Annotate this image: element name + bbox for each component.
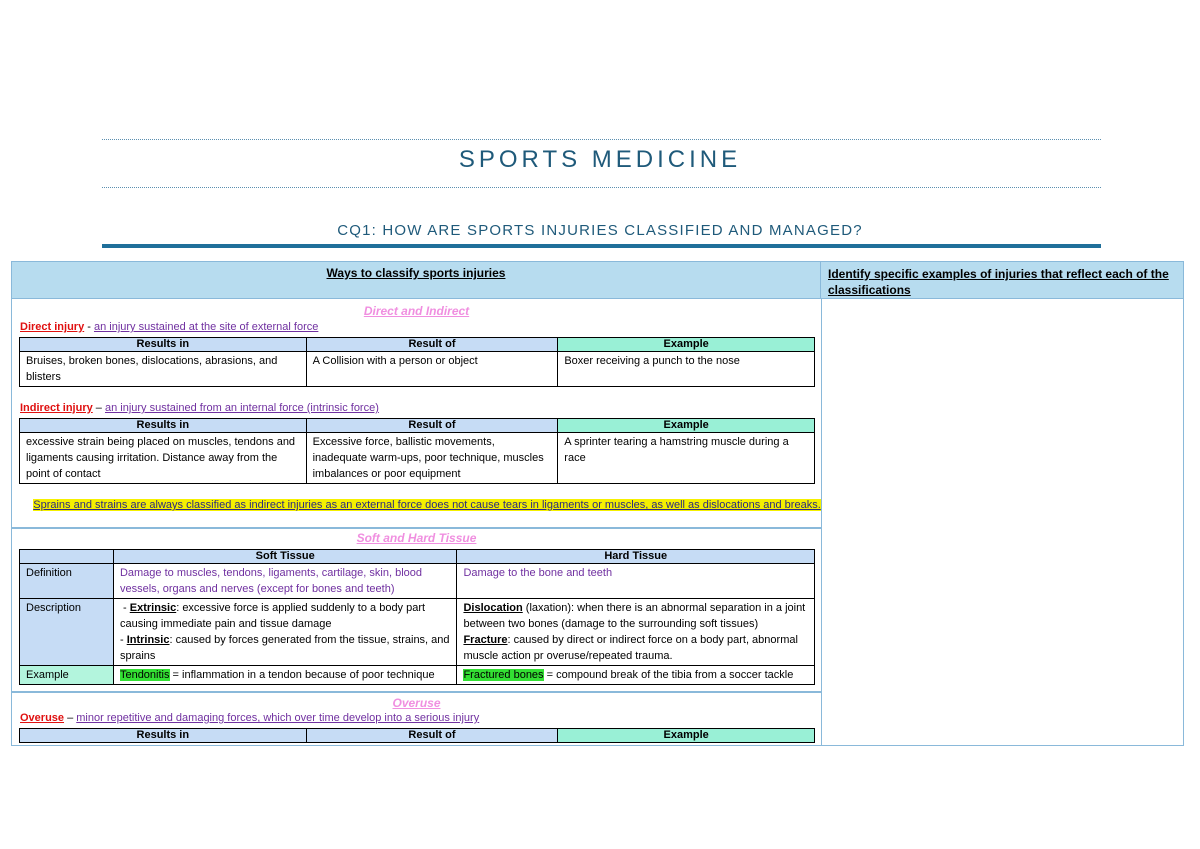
col-soft-tissue: Soft Tissue — [113, 550, 457, 564]
overuse-sep: – — [64, 712, 77, 724]
intrinsic-term: Intrinsic — [126, 634, 170, 646]
page-subtitle: CQ1: HOW ARE SPORTS INJURIES CLASSIFIED AND MANAGED? — [337, 222, 863, 239]
bottom-dotted-rule — [102, 187, 1101, 188]
soft-example — [113, 666, 457, 685]
col-results-in: Results in — [20, 419, 307, 433]
direct-injury-definition — [20, 321, 318, 333]
table-cell: excessive strain being placed on muscles, tendons and ligaments causing irritation. Distance away from the point of contact — [20, 433, 307, 484]
overuse-table — [19, 728, 815, 743]
extrinsic-text: : excessive force is applied suddenly to a body part causing immediate pain and tissue damage — [119, 602, 426, 630]
table-cell: A Collision with a person or object — [306, 352, 558, 387]
indirect-sep: – — [92, 402, 105, 414]
table-cell: Boxer receiving a punch to the nose — [558, 352, 815, 387]
direct-sep: - — [84, 321, 94, 333]
heading-rule — [102, 244, 1101, 248]
section-title-direct-indirect: Direct and Indirect — [363, 304, 470, 318]
intrinsic-text: : caused by forces generated from the tissue, strains, and sprains — [119, 634, 450, 662]
fractured-text: = compound break of the tibia from a soccer tackle — [543, 669, 794, 681]
col-example: Example — [558, 419, 815, 433]
col-example: Example — [558, 338, 815, 352]
col-result-of: Result of — [306, 338, 558, 352]
soft-definition: Damage to muscles, tendons, ligaments, cartilage, skin, blood vessels, organs and nerves (except for bones and teeth) — [113, 564, 457, 599]
col-hard-tissue: Hard Tissue — [457, 550, 815, 564]
fractured-term: Fractured bones — [463, 669, 544, 681]
table-cell: Excessive force, ballistic movements, inadequate warm-ups, poor technique, muscles imbalances or poor equipment — [306, 433, 558, 484]
top-dotted-rule — [102, 139, 1101, 140]
table-cell: A sprinter tearing a hamstring muscle during a race — [558, 433, 815, 484]
table-cell: Bruises, broken bones, dislocations, abrasions, and blisters — [20, 352, 307, 387]
page-title: SPORTS MEDICINE — [458, 146, 742, 173]
soft-description: - Extrinsic: excessive force is applied suddenly to a body part causing immediate pain and tissue damage - Intrinsic: caused by forces generated from the tissue, strains, and sprains — [113, 599, 457, 666]
direct-injury-table — [19, 337, 815, 387]
column-divider — [821, 299, 822, 745]
main-table — [11, 261, 1184, 746]
col-example: Example — [558, 729, 815, 743]
hard-description — [457, 599, 815, 666]
header-left: Ways to classify sports injuries — [12, 262, 821, 299]
indirect-injury-table — [19, 418, 815, 484]
hard-definition: Damage to the bone and teeth — [457, 564, 815, 599]
sprains-note-text: Sprains and strains are always classified as indirect injuries as an external force does not cause tears in ligaments or muscles, as well as dislocations and breaks. — [33, 499, 821, 511]
section-divider — [12, 527, 821, 529]
col-results-in: Results in — [20, 729, 307, 743]
section-title-overuse: Overuse — [392, 696, 441, 710]
indirect-injury-term: Indirect injury — [20, 402, 93, 414]
indirect-injury-definition — [20, 402, 379, 414]
fracture-text: : caused by direct or indirect force on a body part, abnormal muscle action pr overuse/repeated trauma. — [463, 634, 798, 662]
overuse-term: Overuse — [20, 712, 65, 724]
row-label-example: Example — [20, 666, 114, 685]
col-result-of: Result of — [306, 419, 558, 433]
direct-injury-text: an injury sustained at the site of external force — [93, 321, 319, 333]
hard-example — [457, 666, 815, 685]
soft-hard-table — [19, 549, 815, 685]
corner-cell — [20, 550, 114, 564]
direct-injury-term: Direct injury — [20, 321, 85, 333]
col-results-in: Results in — [20, 338, 307, 352]
indirect-injury-text: an injury sustained from an internal force (intrinsic force) — [104, 402, 379, 414]
tendonitis-term: Tendonitis — [119, 669, 170, 681]
dislocation-text: (laxation): when there is an abnormal separation in a joint between two bones (damage to the surrounding soft tissues) — [463, 602, 806, 630]
row-label-definition: Definition — [20, 564, 114, 599]
sprains-note — [32, 497, 822, 513]
section-divider — [12, 691, 821, 693]
section-title-soft-hard: Soft and Hard Tissue — [356, 531, 477, 545]
dislocation-term: Dislocation — [463, 602, 523, 614]
header-right: Identify specific examples of injuries that reflect each of the classifications — [821, 262, 1183, 299]
col-result-of: Result of — [306, 729, 558, 743]
row-label-description: Description — [20, 599, 114, 666]
tendonitis-text: = inflammation in a tendon because of poor technique — [169, 669, 435, 681]
overuse-text: minor repetitive and damaging forces, which over time develop into a serious injury — [76, 712, 480, 724]
extrinsic-term: Extrinsic — [129, 602, 177, 614]
overuse-definition — [20, 712, 479, 724]
fracture-term: Fracture — [463, 634, 508, 646]
